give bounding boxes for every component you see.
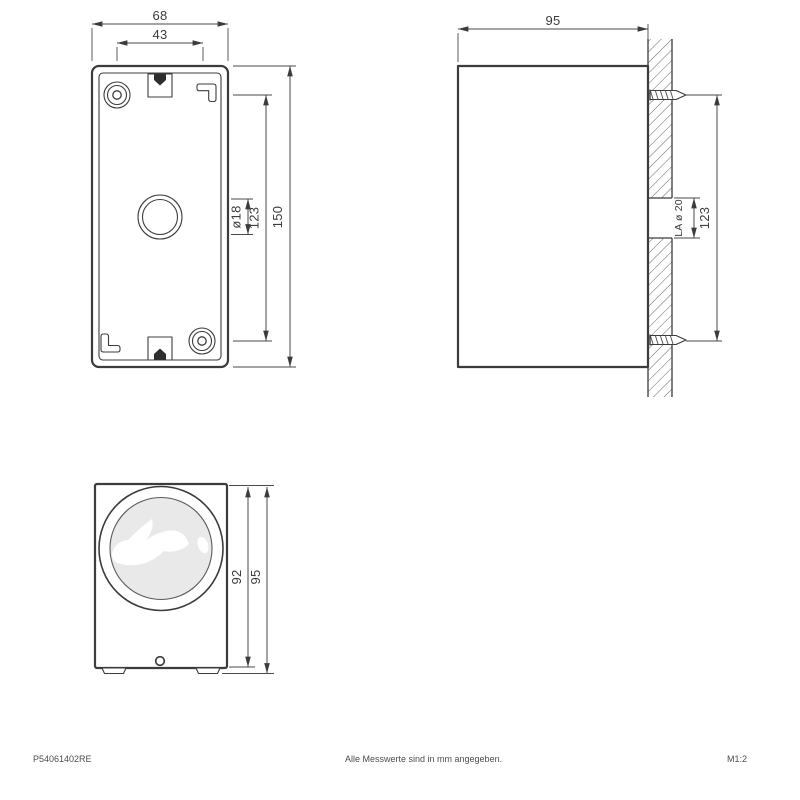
mounting-screw-bottom-icon [650, 335, 686, 346]
dim-label-123: 123 [246, 206, 262, 230]
wall-hatch-upper [648, 39, 672, 198]
dim-label-92: 92 [229, 569, 244, 585]
dim-label-95-height: 95 [248, 569, 263, 585]
dim-screw-spacing-side [686, 95, 722, 341]
dim-screw-spacing-width [117, 27, 203, 61]
foot-right [196, 668, 220, 674]
view-front [95, 484, 274, 674]
front-screw-icon [156, 657, 165, 666]
view-back-plate-front [92, 8, 296, 367]
dim-wall-cutout [673, 198, 700, 238]
scale-label: M1:2 [727, 754, 748, 764]
part-number: P54061402RE [33, 754, 92, 764]
dim-label-43: 43 [152, 27, 168, 42]
dim-label-68: 68 [152, 8, 168, 23]
dim-label-la20: LA ø 20 [673, 199, 685, 237]
mounting-screw-top-icon [650, 90, 686, 101]
dim-label-150: 150 [270, 205, 285, 229]
body-side-profile [458, 66, 648, 367]
dim-label-123-side: 123 [697, 206, 712, 230]
measurement-note: Alle Messwerte sind in mm angegeben. [345, 754, 503, 764]
dim-label-dia18: ø18 [228, 205, 244, 229]
dim-depth [458, 13, 648, 62]
plate-outer-edge [92, 66, 228, 367]
dim-label-95-depth: 95 [545, 13, 561, 28]
wall-hatch-lower [648, 238, 672, 397]
foot-left [102, 668, 126, 674]
view-side-mounted [458, 13, 722, 397]
